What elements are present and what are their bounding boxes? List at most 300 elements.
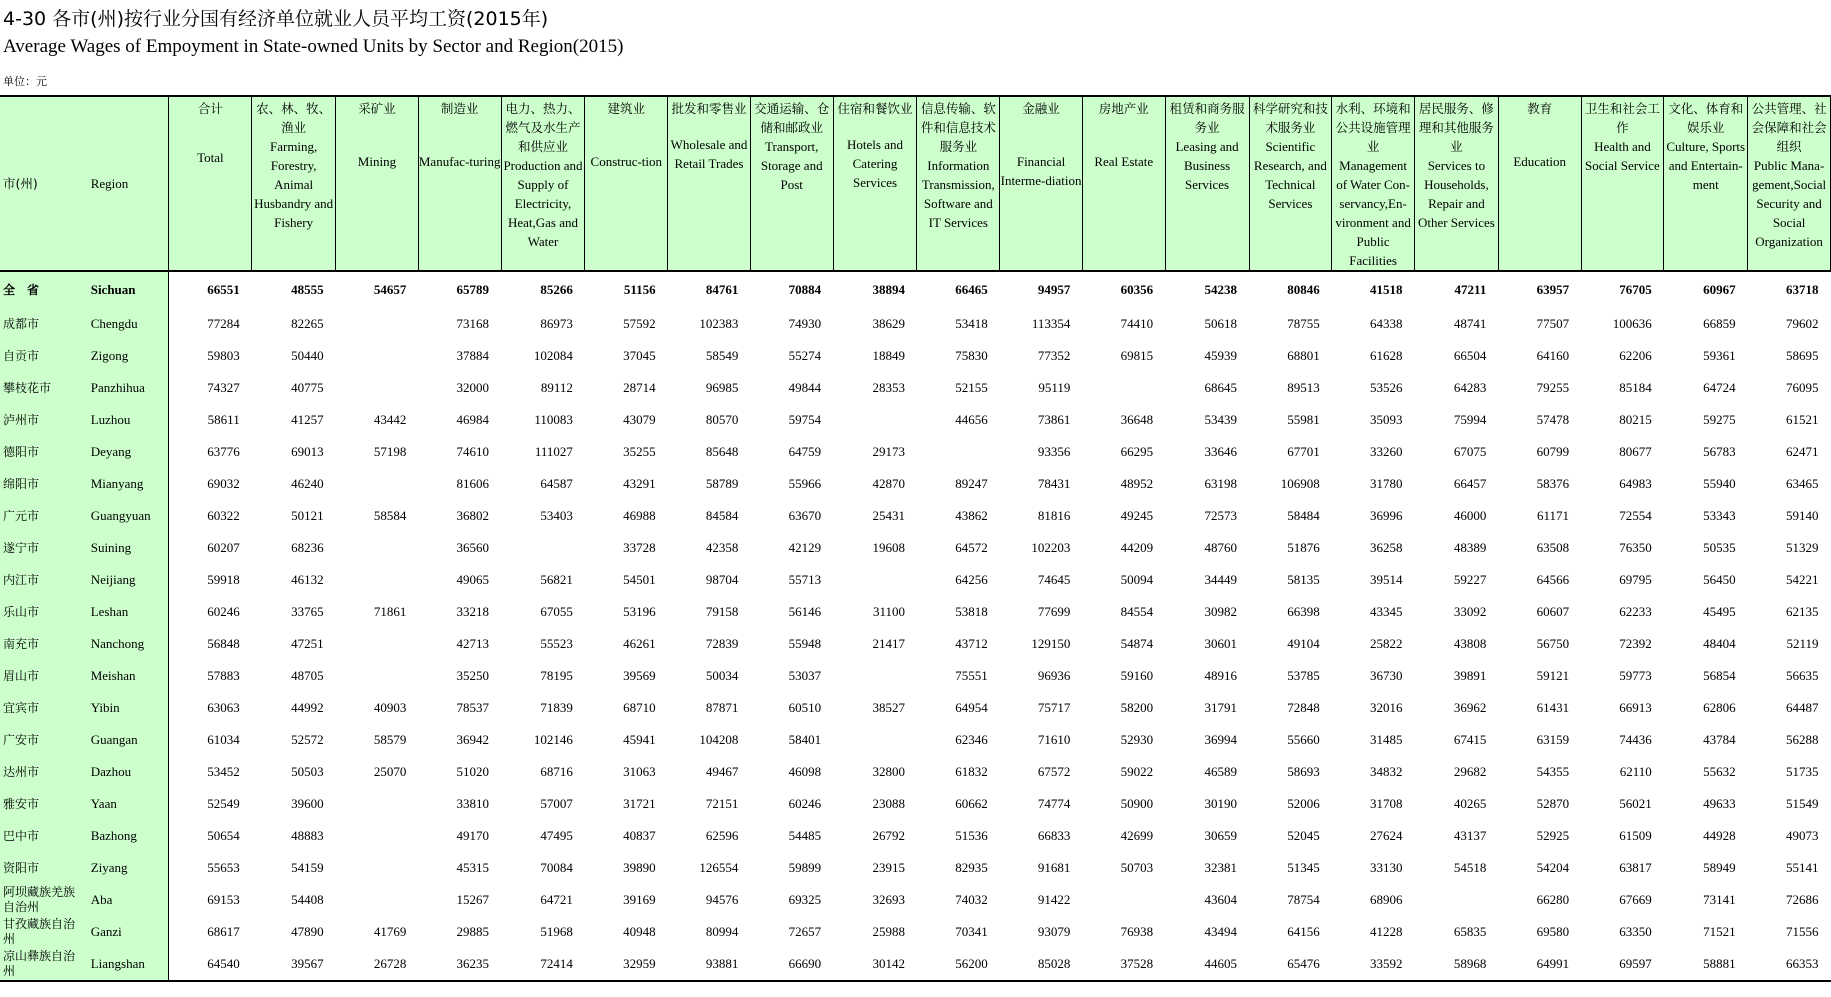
cell-value: 79602 — [1786, 316, 1819, 331]
cell-value: 44209 — [1120, 540, 1154, 555]
cell-value: 75830 — [955, 348, 988, 363]
cell-value: 32959 — [585, 948, 668, 981]
cell-value: 78755 — [1287, 316, 1320, 331]
cell-value: 43862 — [955, 508, 988, 523]
cell-value: 32693 — [872, 892, 905, 907]
cell-value: 65789 — [456, 282, 490, 297]
header-col-4 — [501, 96, 585, 271]
cell-value: 43137 — [1453, 828, 1487, 843]
cell-value: 60246 — [788, 796, 822, 811]
cell-value: 38629 — [872, 316, 905, 331]
header-col-6 — [668, 96, 751, 271]
cell-value: 64566 — [1536, 572, 1570, 587]
cell-value: 64759 — [788, 444, 822, 459]
cell-value: 49073 — [1786, 828, 1819, 843]
cell-value: 53196 — [623, 604, 656, 619]
header-col-cn: 建筑业 — [607, 101, 646, 116]
cell-value: 64160 — [1536, 348, 1570, 363]
cell-value: 51156 — [623, 282, 656, 297]
cell-value: 69153 — [207, 892, 240, 907]
cell-value: 43079 — [623, 412, 656, 427]
cell-value: 59754 — [788, 412, 822, 427]
cell-value: 47890 — [291, 924, 324, 939]
cell-value: 53403 — [540, 508, 573, 523]
cell-value: 53439 — [1204, 412, 1238, 427]
cell-value — [336, 852, 419, 884]
cell-value: 63817 — [1619, 860, 1652, 875]
cell-value: 66833 — [1037, 828, 1071, 843]
region-cn: 遂宁市 — [0, 532, 83, 564]
cell-value: 69325 — [788, 892, 822, 907]
header-col-2 — [336, 96, 419, 271]
header-col-cn: 科学研究和技术服务业 — [1252, 101, 1328, 135]
cell-value: 30601 — [1204, 636, 1238, 651]
cell-value: 46988 — [623, 508, 656, 523]
header-col-cn: 信息传输、软件和信息技术服务业 — [920, 101, 996, 154]
header-col-en: Hotels and Catering Services — [847, 137, 903, 190]
cell-value: 85028 — [1000, 948, 1083, 981]
cell-value: 39569 — [623, 668, 656, 683]
cell-value: 32000 — [456, 380, 490, 395]
region-en: Bazhong — [83, 820, 169, 852]
cell-value: 72392 — [1619, 636, 1652, 651]
header-col-15 — [1414, 96, 1498, 271]
cell-value: 59121 — [1536, 668, 1570, 683]
cell-value: 53343 — [1703, 508, 1736, 523]
cell-value: 44928 — [1703, 828, 1736, 843]
cell-value: 62596 — [705, 828, 739, 843]
cell-value: 55632 — [1703, 764, 1736, 779]
cell-value: 53785 — [1287, 668, 1320, 683]
cell-value: 43494 — [1204, 924, 1238, 939]
cell-value — [336, 468, 419, 500]
table-header-row — [0, 96, 1831, 271]
cell-value: 51329 — [1786, 540, 1819, 555]
cell-value: 58968 — [1414, 948, 1498, 981]
cell-value: 104208 — [699, 732, 739, 747]
cell-value: 77352 — [1037, 348, 1071, 363]
cell-value: 56783 — [1703, 444, 1736, 459]
cell-value: 58611 — [207, 412, 240, 427]
cell-value: 43345 — [1369, 604, 1403, 619]
table-row — [0, 788, 1831, 820]
cell-value — [1082, 372, 1165, 404]
cell-value: 41257 — [291, 412, 324, 427]
cell-value: 31721 — [623, 796, 656, 811]
cell-value: 43291 — [623, 476, 656, 491]
header-col-en: Farming, Forestry, Animal Husbandry and Fishery — [254, 139, 334, 230]
cell-value: 60662 — [955, 796, 988, 811]
cell-value: 67415 — [1453, 732, 1487, 747]
cell-value: 46098 — [788, 764, 822, 779]
cell-value: 30142 — [833, 948, 917, 981]
header-col-en: Information Transmission, Software and IT Services — [921, 158, 995, 230]
cell-value: 55141 — [1786, 860, 1819, 875]
region-cn: 自贡市 — [0, 340, 83, 372]
header-col-12 — [1165, 96, 1249, 271]
cell-value: 80215 — [1619, 412, 1652, 427]
cell-value: 85648 — [705, 444, 739, 459]
cell-value: 52925 — [1536, 828, 1570, 843]
cell-value: 64721 — [540, 892, 573, 907]
cell-value: 72151 — [705, 796, 739, 811]
cell-value: 56450 — [1703, 572, 1736, 587]
cell-value: 32381 — [1204, 860, 1238, 875]
table-row — [0, 596, 1831, 628]
cell-value — [833, 404, 917, 436]
region-cn: 广安市 — [0, 724, 83, 756]
cell-value: 77284 — [207, 316, 240, 331]
cell-value: 53526 — [1369, 380, 1403, 395]
cell-value: 42358 — [705, 540, 739, 555]
cell-value: 63957 — [1536, 282, 1570, 297]
cell-value: 54355 — [1536, 764, 1570, 779]
cell-value: 35250 — [456, 668, 490, 683]
cell-value: 45495 — [1703, 604, 1736, 619]
cell-value: 81816 — [1037, 508, 1071, 523]
cell-value: 62471 — [1786, 444, 1819, 459]
header-col-en: Management of Water Con-servancy,En-vironment and Public Facilities — [1335, 158, 1411, 268]
cell-value: 111027 — [534, 444, 573, 459]
cell-value: 64724 — [1703, 380, 1736, 395]
cell-value: 56750 — [1536, 636, 1570, 651]
region-en: Ganzi — [83, 916, 169, 948]
cell-value: 71610 — [1037, 732, 1071, 747]
table-row — [0, 916, 1831, 948]
cell-value: 50535 — [1703, 540, 1736, 555]
cell-value: 94957 — [1037, 282, 1071, 297]
cell-value: 33728 — [623, 540, 656, 555]
cell-value: 64587 — [540, 476, 573, 491]
cell-value: 72414 — [501, 948, 585, 981]
cell-value: 58695 — [1786, 348, 1819, 363]
cell-value — [336, 788, 419, 820]
cell-value: 37045 — [623, 348, 656, 363]
table-row — [0, 820, 1831, 852]
cell-value — [336, 340, 419, 372]
table-row — [0, 564, 1831, 596]
cell-value: 74410 — [1120, 316, 1154, 331]
cell-value — [336, 564, 419, 596]
header-col-8 — [833, 96, 917, 271]
cell-value: 63465 — [1786, 476, 1819, 491]
cell-value: 21417 — [872, 636, 905, 651]
cell-value: 82935 — [955, 860, 988, 875]
header-col-en: Construc-tion — [590, 154, 663, 169]
cell-value: 55523 — [540, 636, 573, 651]
table-row — [0, 436, 1831, 468]
cell-value: 36996 — [1369, 508, 1403, 523]
cell-value: 58949 — [1703, 860, 1736, 875]
cell-value: 74645 — [1037, 572, 1071, 587]
cell-value: 63508 — [1536, 540, 1570, 555]
cell-value: 60207 — [207, 540, 240, 555]
cell-value: 85184 — [1619, 380, 1652, 395]
header-col-cn: 采矿业 — [358, 101, 396, 116]
region-cn: 甘孜藏族自治州 — [0, 916, 83, 948]
cell-value: 50094 — [1120, 572, 1154, 587]
cell-value: 49844 — [788, 380, 822, 395]
cell-value: 33765 — [291, 604, 324, 619]
cell-value: 51735 — [1786, 764, 1819, 779]
cell-value: 59899 — [788, 860, 822, 875]
cell-value: 61431 — [1536, 700, 1570, 715]
cell-value: 58693 — [1287, 764, 1320, 779]
header-col-en: Financial Interme-diation — [1000, 154, 1082, 188]
region-en: Neijiang — [83, 564, 169, 596]
header-col-cn: 批发和零售业 — [671, 101, 747, 116]
cell-value: 47495 — [540, 828, 573, 843]
cell-value: 81606 — [456, 476, 490, 491]
cell-value: 52572 — [291, 732, 324, 747]
cell-value: 66295 — [1120, 444, 1154, 459]
cell-value: 66280 — [1536, 892, 1570, 907]
cell-value: 78431 — [1037, 476, 1071, 491]
cell-value: 36730 — [1369, 668, 1403, 683]
table-row — [0, 500, 1831, 532]
cell-value: 28353 — [872, 380, 905, 395]
cell-value: 80677 — [1619, 444, 1652, 459]
cell-value: 68236 — [291, 540, 324, 555]
cell-value: 31780 — [1369, 476, 1403, 491]
table-row — [0, 340, 1831, 372]
cell-value: 36648 — [1120, 412, 1154, 427]
cell-value: 102084 — [533, 348, 573, 363]
cell-value: 57198 — [373, 444, 407, 459]
cell-value: 54874 — [1120, 636, 1154, 651]
cell-value — [336, 372, 419, 404]
cell-value: 94576 — [705, 892, 739, 907]
province-total-row — [0, 271, 1831, 308]
cell-value: 33130 — [1369, 860, 1403, 875]
page-title-cn: 4-30 各市(州)按行业分国有经济单位就业人员平均工资(2015年) — [3, 8, 549, 30]
header-col-cn: 水利、环境和公共设施管理业 — [1335, 101, 1411, 154]
header-col-cn: 制造业 — [440, 101, 479, 116]
cell-value: 70884 — [788, 282, 822, 297]
cell-value: 91681 — [1037, 860, 1071, 875]
header-col-cn: 教育 — [1527, 101, 1553, 116]
header-col-cn: 住宿和餐饮业 — [837, 101, 913, 116]
cell-value: 39891 — [1453, 668, 1487, 683]
cell-value: 45941 — [623, 732, 656, 747]
cell-value: 19608 — [872, 540, 905, 555]
cell-value: 63776 — [207, 444, 240, 459]
cell-value: 43808 — [1453, 636, 1487, 651]
cell-value: 55274 — [788, 348, 822, 363]
cell-value — [336, 884, 419, 916]
region-cn: 南充市 — [0, 628, 83, 660]
cell-value: 69580 — [1536, 924, 1570, 939]
cell-value: 72554 — [1619, 508, 1652, 523]
cell-value: 52006 — [1287, 796, 1320, 811]
header-col-cn: 金融业 — [1022, 101, 1060, 116]
cell-value: 59227 — [1453, 572, 1487, 587]
cell-value: 52930 — [1120, 732, 1154, 747]
cell-value: 39567 — [252, 948, 336, 981]
cell-value: 31063 — [623, 764, 656, 779]
table-row — [0, 884, 1831, 916]
cell-value: 96936 — [1037, 668, 1071, 683]
cell-value: 93881 — [668, 948, 751, 981]
cell-value: 66398 — [1287, 604, 1320, 619]
cell-value: 44605 — [1165, 948, 1249, 981]
cell-value: 57592 — [623, 316, 656, 331]
header-col-en: Wholesale and Retail Trades — [670, 137, 748, 171]
cell-value: 58579 — [373, 732, 407, 747]
table-row — [0, 628, 1831, 660]
cell-value: 73168 — [456, 316, 490, 331]
cell-value: 74774 — [1037, 796, 1071, 811]
cell-value — [833, 660, 917, 692]
cell-value: 56635 — [1786, 668, 1819, 683]
table-row — [0, 948, 1831, 981]
cell-value: 68710 — [623, 700, 656, 715]
cell-value: 49245 — [1120, 508, 1154, 523]
cell-value: 68906 — [1369, 892, 1403, 907]
cell-value: 58584 — [373, 508, 407, 523]
table-row — [0, 404, 1831, 436]
cell-value: 39890 — [623, 860, 656, 875]
cell-value: 55940 — [1703, 476, 1736, 491]
cell-value: 78195 — [540, 668, 573, 683]
header-col-10 — [1000, 96, 1083, 271]
cell-value: 66913 — [1619, 700, 1652, 715]
cell-value: 54485 — [788, 828, 822, 843]
cell-value: 51345 — [1287, 860, 1320, 875]
header-col-en: Transport, Storage and Post — [760, 139, 823, 192]
cell-value: 54408 — [291, 892, 324, 907]
region-en: Liangshan — [83, 948, 169, 981]
header-region-en: Region — [83, 96, 169, 271]
cell-value: 36235 — [418, 948, 501, 981]
header-col-cn: 租赁和商务服务业 — [1169, 101, 1245, 135]
header-col-en: Manufac-turing — [418, 154, 501, 169]
cell-value: 33810 — [456, 796, 490, 811]
region-en: Dazhou — [83, 756, 169, 788]
header-col-en: Public Mana-gement,Social Security and Social Organization — [1752, 158, 1827, 249]
cell-value: 46000 — [1453, 508, 1487, 523]
cell-value: 51968 — [540, 924, 573, 939]
cell-value: 74930 — [788, 316, 822, 331]
cell-value: 41518 — [1369, 282, 1403, 297]
cell-value: 43712 — [955, 636, 988, 651]
cell-value: 33218 — [456, 604, 490, 619]
cell-value: 72848 — [1287, 700, 1320, 715]
header-col-en: Education — [1513, 154, 1567, 169]
cell-value: 53037 — [788, 668, 822, 683]
cell-value: 93356 — [1037, 444, 1071, 459]
cell-value: 77507 — [1536, 316, 1570, 331]
table-row — [0, 692, 1831, 724]
cell-value: 58401 — [788, 732, 822, 747]
cell-value: 42713 — [456, 636, 490, 651]
cell-value: 36560 — [456, 540, 490, 555]
cell-value: 78754 — [1287, 892, 1320, 907]
cell-value: 64572 — [955, 540, 988, 555]
cell-value: 102203 — [1031, 540, 1071, 555]
cell-value: 66504 — [1453, 348, 1487, 363]
cell-value: 71861 — [373, 604, 407, 619]
cell-value: 64338 — [1369, 316, 1403, 331]
cell-value: 76705 — [1619, 282, 1652, 297]
cell-value: 50900 — [1120, 796, 1154, 811]
region-en: Leshan — [83, 596, 169, 628]
cell-value: 79158 — [705, 604, 739, 619]
cell-value: 72657 — [788, 924, 822, 939]
cell-value: 62346 — [955, 732, 988, 747]
cell-value: 46984 — [456, 412, 490, 427]
cell-value: 60246 — [207, 604, 240, 619]
cell-value: 50503 — [291, 764, 324, 779]
cell-value: 61034 — [207, 732, 240, 747]
cell-value: 68801 — [1287, 348, 1320, 363]
cell-value: 48404 — [1703, 636, 1736, 651]
cell-value: 59773 — [1619, 668, 1652, 683]
cell-value: 76938 — [1120, 924, 1154, 939]
cell-value: 85266 — [540, 282, 573, 297]
cell-value: 32016 — [1369, 700, 1403, 715]
header-col-cn: 居民服务、修理和其他服务业 — [1418, 101, 1494, 154]
region-en: Luzhou — [83, 404, 169, 436]
region-en: Meishan — [83, 660, 169, 692]
cell-value: 84761 — [705, 282, 739, 297]
header-city-cn: 市(州) — [0, 96, 83, 271]
cell-value: 44992 — [291, 700, 324, 715]
cell-value: 46261 — [623, 636, 656, 651]
cell-value: 55966 — [788, 476, 822, 491]
cell-value: 64156 — [1287, 924, 1320, 939]
cell-value: 48760 — [1204, 540, 1238, 555]
cell-value: 87871 — [705, 700, 739, 715]
header-col-en: Real Estate — [1094, 154, 1154, 169]
region-en: Deyang — [83, 436, 169, 468]
region-en: Panzhihua — [83, 372, 169, 404]
cell-value: 64540 — [169, 948, 252, 981]
cell-value: 31708 — [1369, 796, 1403, 811]
region-cn: 巴中市 — [0, 820, 83, 852]
cell-value: 77699 — [1037, 604, 1071, 619]
cell-value: 23088 — [872, 796, 905, 811]
cell-value: 46240 — [291, 476, 324, 491]
cell-value: 66353 — [1748, 948, 1831, 981]
cell-value: 40775 — [291, 380, 324, 395]
cell-value: 71521 — [1703, 924, 1736, 939]
header-col-0 — [169, 96, 252, 271]
cell-value: 50440 — [291, 348, 324, 363]
cell-value: 41769 — [373, 924, 407, 939]
region-cn: 凉山彝族自治州 — [0, 948, 83, 981]
cell-value: 54501 — [623, 572, 656, 587]
cell-value: 66859 — [1703, 316, 1736, 331]
cell-value: 66690 — [750, 948, 833, 981]
header-col-17 — [1581, 96, 1664, 271]
cell-value: 100636 — [1612, 316, 1652, 331]
cell-value: 71556 — [1786, 924, 1819, 939]
cell-value: 80994 — [705, 924, 739, 939]
cell-value: 73141 — [1703, 892, 1736, 907]
cell-value: 98704 — [705, 572, 739, 587]
cell-value: 47251 — [291, 636, 324, 651]
cell-value: 57883 — [207, 668, 240, 683]
cell-value: 30190 — [1204, 796, 1238, 811]
region-cn: 攀枝花市 — [0, 372, 83, 404]
cell-value: 84554 — [1120, 604, 1154, 619]
cell-value: 69795 — [1619, 572, 1652, 587]
cell-value: 54518 — [1453, 860, 1487, 875]
cell-value: 64283 — [1453, 380, 1487, 395]
header-col-1 — [252, 96, 336, 271]
cell-value: 50703 — [1120, 860, 1154, 875]
